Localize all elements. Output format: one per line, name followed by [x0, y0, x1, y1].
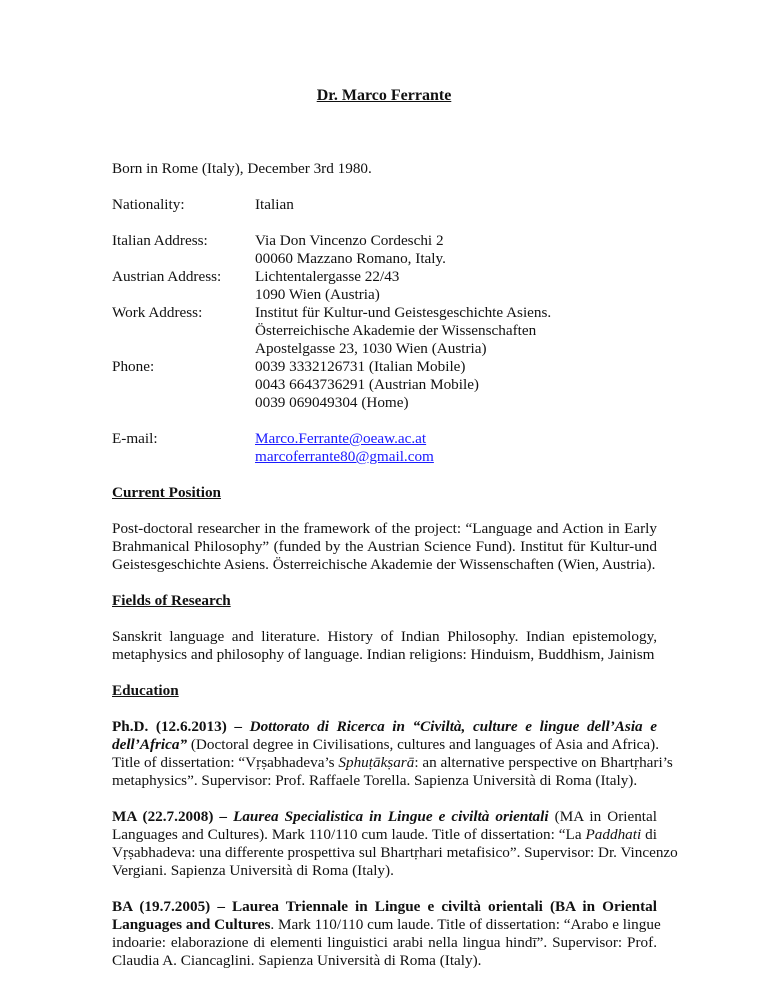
paragraph-line: metaphysics”. Supervisor: Prof. Raffaele Torella. Sapienza Università di Roma (Italy).	[112, 772, 638, 789]
paragraph-line	[112, 808, 657, 826]
education-heading: Education	[112, 682, 179, 699]
paragraph-line	[112, 826, 657, 844]
austrian-address-value	[255, 268, 399, 304]
degree-detail: (Doctoral degree in Civilisations, cultures and languages of Asia and Africa).	[187, 736, 660, 753]
paragraph-line: indoarie: elaborazione di elementi linguistici arabi nella lingua hindī”. Supervisor: Prof.	[112, 934, 657, 951]
email-link-work[interactable]: Marco.Ferrante@oeaw.ac.at	[255, 430, 427, 447]
degree-detail: Languages and Cultures). Mark 110/110 cum laude. Title of dissertation: “La	[112, 826, 586, 843]
paragraph-line: Claudia A. Ciancaglini. Sapienza Università di Roma (Italy).	[112, 952, 482, 969]
nationality-value: Italian	[255, 196, 294, 213]
paragraph-line: Post-doctoral researcher in the framework of the project: “Language and Action in Early	[112, 520, 657, 537]
phone-line: 0043 6643736291 (Austrian Mobile)	[255, 376, 479, 393]
address-line: Österreichische Akademie der Wissenschaften	[255, 322, 537, 339]
degree-label: Languages and Cultures	[112, 916, 271, 933]
fields-heading: Fields of Research	[112, 592, 231, 609]
phone-value	[255, 358, 479, 412]
fields-text	[112, 628, 657, 664]
paragraph-line	[112, 916, 661, 934]
degree-label: Ph.D. (12.6.2013) –	[112, 718, 250, 735]
paragraph-line: metaphysics and philosophy of language. Indian religions: Hinduism, Buddhism, Jainism	[112, 646, 655, 663]
italian-address-label: Italian Address:	[112, 232, 208, 249]
address-line: 1090 Wien (Austria)	[255, 286, 380, 303]
work-title: Paddhati	[585, 826, 642, 843]
address-line: Via Don Vincenzo Cordeschi 2	[255, 232, 444, 249]
phone-line: 0039 069049304 (Home)	[255, 394, 409, 411]
degree-title: Laurea Specialistica in Lingue e civiltà orientali	[233, 808, 549, 825]
paragraph-line	[112, 718, 657, 736]
education-phd	[112, 718, 673, 790]
paragraph-line: Brahmanical Philosophy” (funded by the Austrian Science Fund). Institut für Kultur-und	[112, 538, 657, 555]
degree-detail: . Mark 110/110 cum laude. Title of dissertation: “Arabo e lingue	[270, 916, 661, 933]
address-line: 00060 Mazzano Romano, Italy.	[255, 250, 446, 267]
paragraph-line	[112, 754, 673, 772]
address-line: Institut für Kultur-und Geistesgeschichte Asiens.	[255, 304, 552, 321]
work-title: Sphuṭākṣarā	[338, 754, 415, 771]
email-link-personal[interactable]: marcoferrante80@gmail.com	[255, 448, 434, 465]
current-position-heading: Current Position	[112, 484, 221, 501]
email-label: E-mail:	[112, 430, 158, 447]
paragraph-line: Sanskrit language and literature. History of Indian Philosophy. Indian epistemology,	[112, 628, 657, 645]
nationality-label: Nationality:	[112, 196, 185, 213]
paragraph-line: Vergiani. Sapienza Università di Roma (Italy).	[112, 862, 394, 879]
paragraph-line	[112, 736, 660, 754]
page-title: Dr. Marco Ferrante	[316, 87, 452, 104]
phone-label: Phone:	[112, 358, 155, 375]
paragraph-line: Geistesgeschichte Asiens. Österreichische Akademie der Wissenschaften (Wien, Austria).	[112, 556, 656, 573]
degree-detail: di	[641, 826, 657, 843]
paragraph-line: Vṛṣabhadeva: una differente prospettiva sul Bhartṛhari metafisico”. Supervisor: Dr. Vincenzo	[112, 844, 678, 861]
address-line: Apostelgasse 23, 1030 Wien (Austria)	[255, 340, 487, 357]
email-value	[255, 430, 434, 466]
education-ma	[112, 808, 678, 880]
degree-detail: : an alternative perspective on Bhartṛhari’s	[414, 754, 673, 771]
degree-detail: (MA in Oriental	[548, 808, 657, 825]
birth-info: Born in Rome (Italy), December 3rd 1980.	[112, 160, 372, 177]
phone-line: 0039 3332126731 (Italian Mobile)	[255, 358, 466, 375]
address-line: Lichtentalergasse 22/43	[255, 268, 400, 285]
degree-title: Dottorato di Ricerca in “Civiltà, culture e lingue dell’Asia e	[249, 718, 657, 735]
degree-label: MA (22.7.2008) –	[112, 808, 234, 825]
italian-address-value	[255, 232, 446, 268]
current-position-text	[112, 520, 657, 574]
work-address-value	[255, 304, 551, 358]
degree-title: dell’Africa”	[112, 736, 188, 753]
degree-detail: Title of dissertation: “Vṛṣabhadeva’s	[112, 754, 339, 771]
work-address-label: Work Address:	[112, 304, 203, 321]
austrian-address-label: Austrian Address:	[112, 268, 222, 285]
paragraph-line: BA (19.7.2005) – Laurea Triennale in Lingue e civiltà orientali (BA in Oriental	[112, 898, 657, 915]
education-ba	[112, 898, 661, 970]
